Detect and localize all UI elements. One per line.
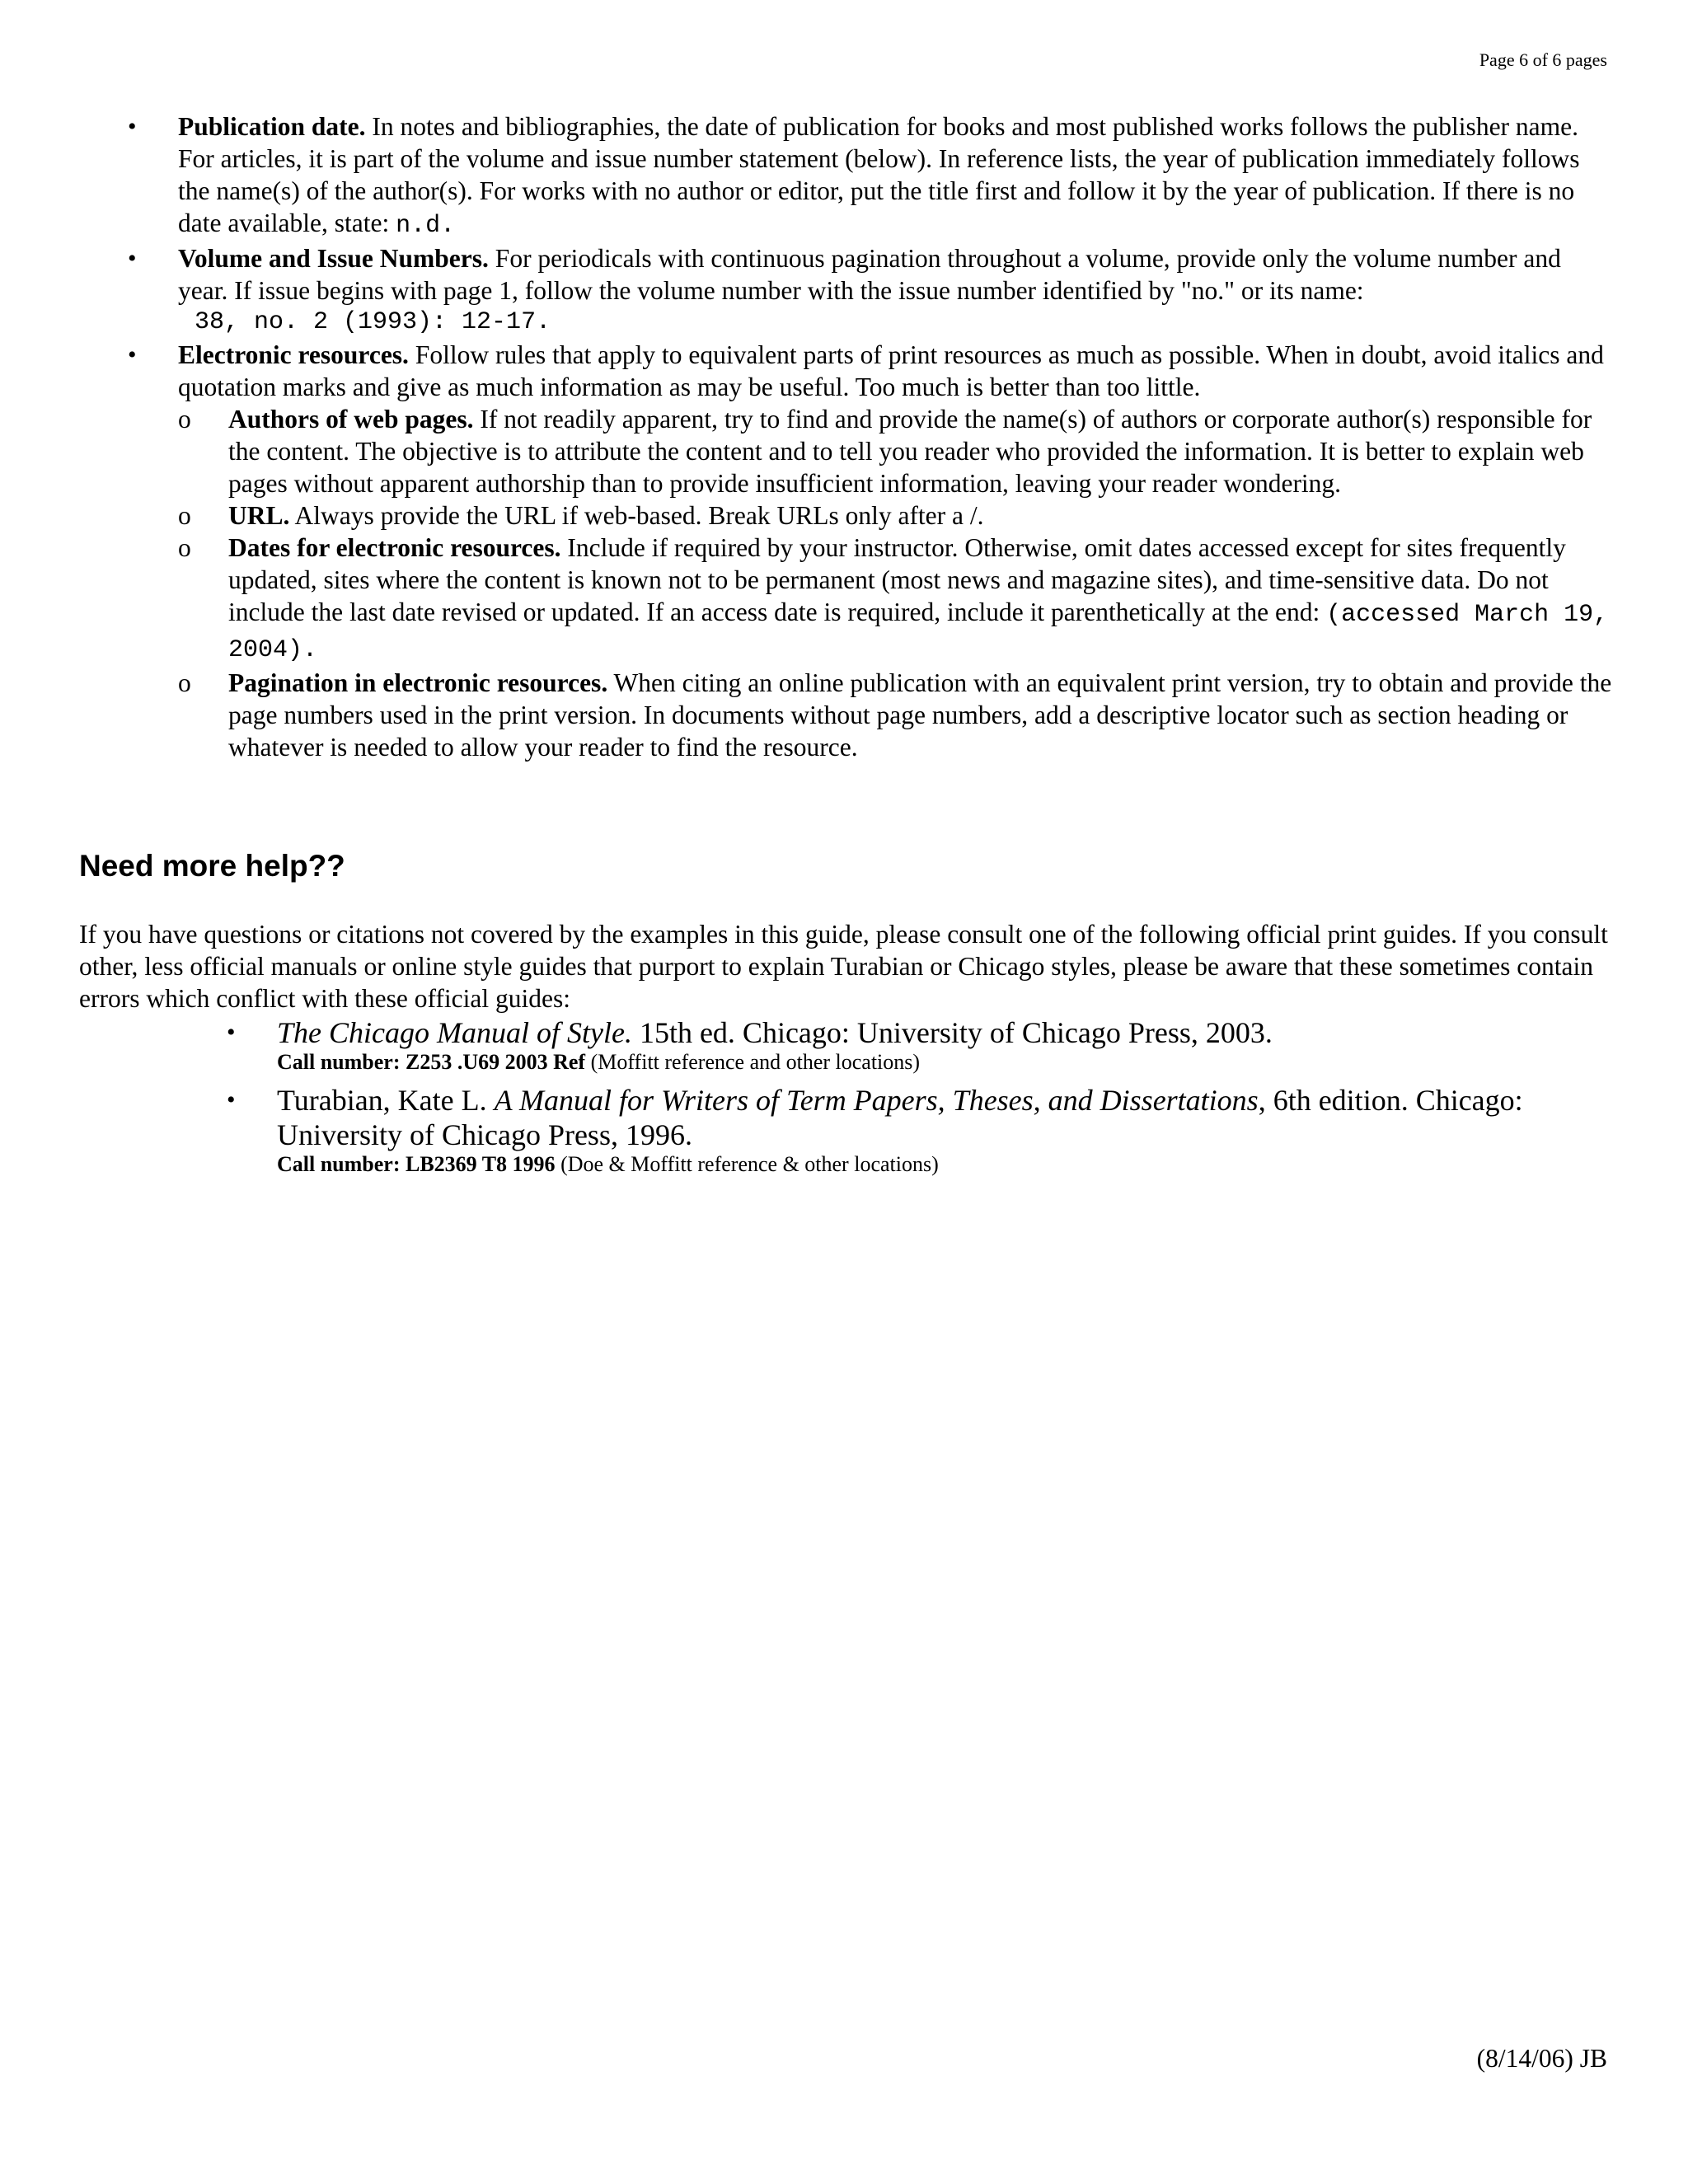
circle-bullet-icon: o bbox=[178, 405, 191, 434]
bullet-icon: • bbox=[227, 1019, 236, 1046]
call-number-line bbox=[277, 1050, 1612, 1083]
page-number-label: Page 6 of 6 pages bbox=[1479, 49, 1607, 70]
item-title: Publication date. bbox=[178, 112, 366, 141]
subitem-url bbox=[178, 499, 1612, 532]
subitem-text: Always provide the URL if web-based. Break URLs only after a /. bbox=[289, 501, 984, 530]
item-title: Volume and Issue Numbers. bbox=[178, 244, 489, 273]
footer-date-initials: (8/14/06) JB bbox=[1476, 2044, 1607, 2073]
bullet-icon: • bbox=[128, 341, 137, 368]
item-title: Electronic resources. bbox=[178, 340, 409, 369]
citation-rules-list bbox=[79, 110, 1612, 763]
electronic-subitems bbox=[178, 403, 1612, 763]
list-item-publication-date bbox=[79, 110, 1612, 242]
reference-guides-list bbox=[79, 1015, 1612, 1185]
reference-title: A Manual for Writers of Term Papers, Theses, and Dissertations bbox=[494, 1084, 1259, 1117]
reference-turabian bbox=[79, 1083, 1612, 1185]
circle-bullet-icon: o bbox=[178, 533, 191, 562]
bullet-icon: • bbox=[128, 113, 137, 140]
subitem-dates bbox=[178, 532, 1612, 667]
list-item-electronic-resources bbox=[79, 339, 1612, 763]
call-number-line bbox=[277, 1152, 1612, 1185]
reference-details: , 6th edition. Chicago: University of Chicago Press, 1996. bbox=[277, 1084, 1523, 1151]
subitem-text: Include if required by your instructor. Otherwise, omit dates accessed except for sites frequently updated, sites where the content is known not to be permanent (most news and magazine sites), and time-sensitive data. Do not include the last date revised or updated. If an access date is required, include it parenthetically at the end: bbox=[228, 533, 1566, 626]
call-number: Call number: Z253 .U69 2003 Ref bbox=[277, 1050, 586, 1074]
list-item-volume-issue bbox=[79, 242, 1612, 339]
subitem-pagination bbox=[178, 667, 1612, 763]
call-number-note: (Doe & Moffitt reference & other locations) bbox=[555, 1152, 939, 1176]
item-text: For periodicals with continuous pagination throughout a volume, provide only the volume number and year. If issue begins with page 1, follow the volume number with the issue number identified by "no." or its name: bbox=[178, 244, 1561, 305]
reference-title: The Chicago Manual of Style. bbox=[277, 1016, 632, 1049]
reference-chicago-manual bbox=[79, 1015, 1612, 1083]
item-text: In notes and bibliographies, the date of publication for books and most published works follows the publisher name. For articles, it is part of the volume and issue number statement (below). In reference lists, the year of publication immediately follows the name(s) of the author(s). For works with no author or editor, put the title first and follow it by the year of publication. If there is no date available, state: bbox=[178, 112, 1580, 237]
subitem-title: Pagination in electronic resources. bbox=[228, 668, 608, 697]
call-number-note: (Moffitt reference and other locations) bbox=[585, 1050, 921, 1074]
bullet-icon: • bbox=[227, 1086, 236, 1113]
subitem-authors bbox=[178, 403, 1612, 499]
circle-bullet-icon: o bbox=[178, 501, 191, 530]
item-text: Follow rules that apply to equivalent parts of print resources as much as possible. When in doubt, avoid italics and quotation marks and give as much information as may be useful. Too much is better than too little. bbox=[178, 340, 1604, 401]
help-intro-paragraph: If you have questions or citations not covered by the examples in this guide, please consult one of the following official print guides. If you consult other, less official manuals or online style guides that purport to explain Turabian or Chicago styles, please be aware that these sometimes contain errors which conflict with these official guides: bbox=[79, 920, 1608, 1013]
reference-details: 15th ed. Chicago: University of Chicago Press, 2003. bbox=[631, 1016, 1273, 1049]
call-number: Call number: LB2369 T8 1996 bbox=[277, 1152, 556, 1176]
subitem-text: When citing an online publication with an equivalent print version, try to obtain and provide the page numbers used in the print version. In documents without page numbers, add a descriptive locator such as section heading or whatever is needed to allow your reader to find the resource. bbox=[228, 668, 1612, 762]
code-sample: 38, no. 2 (1993): 12-17. bbox=[195, 308, 551, 336]
circle-bullet-icon: o bbox=[178, 668, 191, 697]
subitem-title: URL. bbox=[228, 501, 290, 530]
section-heading: Need more help?? bbox=[79, 849, 345, 883]
subitem-text: If not readily apparent, try to find and provide the name(s) of authors or corporate author(s) responsible for the content. The objective is to attribute the content and to tell you reader who provided the information. It is better to explain web pages without apparent authorship than to provide insufficient information, leaving your reader wondering. bbox=[228, 405, 1592, 498]
code-sample: (accessed March 19, 2004). bbox=[228, 601, 1609, 664]
bullet-icon: • bbox=[128, 245, 137, 272]
reference-author: Turabian, Kate L. bbox=[277, 1084, 495, 1117]
subitem-title: Authors of web pages. bbox=[228, 405, 474, 434]
code-sample: n.d. bbox=[396, 212, 456, 240]
subitem-title: Dates for electronic resources. bbox=[228, 533, 561, 562]
